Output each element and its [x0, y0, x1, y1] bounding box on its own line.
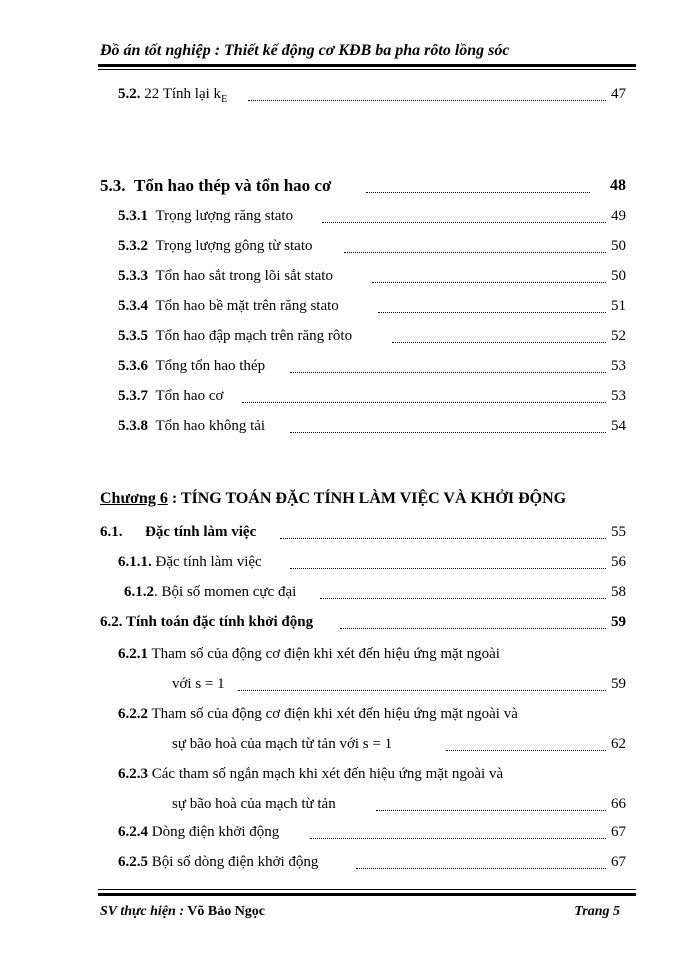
toc-entry-text: 22 Tính lại k	[140, 86, 222, 102]
toc-entry-text: Tổn hao bề mặt trên răng stato	[155, 298, 339, 314]
toc-entry-number: 5.2.	[118, 86, 141, 102]
toc-entry-number: 6.1.2	[124, 584, 154, 600]
toc-leader-dots	[290, 568, 606, 569]
toc-entry-page: 49	[611, 208, 626, 224]
toc-entry-page: 62	[611, 736, 626, 752]
toc-section-number: 6.2.	[100, 614, 123, 630]
toc-section-page: 48	[610, 177, 626, 194]
toc-leader-dots	[290, 432, 606, 433]
toc-entry-text: Đặc tính làm việc	[151, 554, 262, 570]
toc-entry-page: 54	[611, 418, 626, 434]
toc-entry-text: Trọng lượng răng stato	[155, 208, 294, 224]
toc-entry-text: Các tham số ngắn mạch khi xét đến hiệu ứng mặt ngoài và	[148, 766, 504, 782]
toc-entry-page: 67	[611, 824, 626, 840]
toc-entry-page: 50	[611, 268, 626, 284]
toc-entry-page: 58	[611, 584, 626, 600]
toc-entry-number: 5.3.3	[118, 268, 148, 284]
toc-leader-dots	[340, 628, 606, 629]
toc-entry-5-3-1[interactable]	[118, 208, 293, 225]
toc-entry-5-3-4[interactable]	[118, 298, 339, 315]
footer-rule-thick	[98, 893, 636, 896]
toc-entry-page: 59	[611, 676, 626, 692]
chapter-title: : TÍNG TOÁN ĐẶC TÍNH LÀM VIỆC VÀ KHỞI ĐỘNG	[167, 490, 567, 507]
toc-entry-page: 53	[611, 388, 626, 404]
toc-entry-subscript: E	[221, 94, 228, 105]
toc-entry-5-3-3[interactable]	[118, 268, 333, 285]
toc-section-page: 55	[611, 524, 626, 540]
toc-entry-text: Tổng tổn hao thép	[155, 358, 266, 374]
toc-entry-text: Tham số của động cơ điện khi xét đến hiệu ứng mặt ngoài	[148, 646, 500, 662]
toc-leader-dots	[446, 750, 606, 751]
toc-entry-5-2-22[interactable]	[118, 86, 227, 105]
toc-section-6-2[interactable]	[100, 614, 313, 631]
toc-leader-dots	[356, 868, 606, 869]
toc-entry-5-3-6[interactable]	[118, 358, 265, 375]
toc-entry-number: 5.3.8	[118, 418, 148, 434]
toc-entry-text: Tổn hao đập mạch trên răng rôto	[155, 328, 353, 344]
toc-section-number: 5.3.	[100, 176, 126, 195]
toc-entry-text: Tổn hao không tải	[155, 418, 266, 434]
toc-entry-page: 56	[611, 554, 626, 570]
toc-entry-6-2-2[interactable]	[118, 706, 518, 723]
footer-rule-thin	[98, 889, 636, 890]
toc-entry-text: Dòng điện khởi động	[148, 824, 280, 840]
toc-section-title: Tổn hao thép và tổn hao cơ	[134, 176, 332, 195]
toc-entry-page: 66	[611, 796, 626, 812]
footer-page-number: Trang 5	[574, 904, 620, 919]
toc-leader-dots	[366, 192, 590, 193]
toc-leader-dots	[248, 100, 606, 101]
toc-entry-6-1-2[interactable]	[124, 584, 296, 601]
toc-entry-5-3-5[interactable]	[118, 328, 352, 345]
toc-entry-page: 53	[611, 358, 626, 374]
toc-leader-dots	[392, 342, 606, 343]
toc-entry-text: Tham số của động cơ điện khi xét đến hiệu ứng mặt ngoài và	[148, 706, 518, 722]
toc-entry-6-2-3[interactable]	[118, 766, 503, 783]
toc-leader-dots	[238, 690, 606, 691]
page-header-title: Đồ án tốt nghiệp : Thiết kế động cơ KĐB ba pha rôto lồng sóc	[100, 42, 510, 59]
toc-leader-dots	[242, 402, 606, 403]
toc-leader-dots	[372, 282, 606, 283]
toc-entry-number: 6.2.1	[118, 646, 148, 662]
toc-entry-page: 51	[611, 298, 626, 314]
toc-entry-text: Bội số dòng điện khởi động	[148, 854, 319, 870]
toc-leader-dots	[280, 538, 606, 539]
footer-author-name: Võ Bảo Ngọc	[184, 904, 266, 919]
toc-entry-continuation: với s = 1	[172, 676, 225, 692]
toc-section-5-3[interactable]	[100, 176, 331, 196]
toc-entry-5-3-7[interactable]	[118, 388, 223, 405]
toc-entry-number: 5.3.6	[118, 358, 148, 374]
toc-section-title: Đặc tính làm việc	[145, 524, 257, 540]
toc-entry-6-2-1[interactable]	[118, 646, 500, 663]
toc-entry-number: 5.3.4	[118, 298, 148, 314]
toc-entry-number: 5.3.7	[118, 388, 148, 404]
toc-entry-continuation: sự bão hoà của mạch từ tản	[172, 796, 336, 812]
toc-leader-dots	[378, 312, 606, 313]
toc-entry-number: 5.3.1	[118, 208, 148, 224]
toc-entry-number: 6.2.5	[118, 854, 148, 870]
toc-entry-5-3-8[interactable]	[118, 418, 265, 435]
toc-entry-page: 52	[611, 328, 626, 344]
toc-leader-dots	[344, 252, 606, 253]
toc-entry-5-3-2[interactable]	[118, 238, 313, 255]
chapter-6-heading[interactable]	[100, 490, 566, 508]
toc-entry-text: Tổn hao cơ	[155, 388, 224, 404]
footer-author	[100, 904, 265, 920]
toc-entry-6-2-5[interactable]	[118, 854, 318, 871]
header-rule-thin	[98, 69, 636, 70]
toc-section-number: 6.1.	[100, 524, 123, 540]
toc-entry-text: Tổn hao sắt trong lõi sắt stato	[155, 268, 333, 284]
toc-entry-number: 5.3.2	[118, 238, 148, 254]
toc-entry-continuation: sự bão hoà của mạch từ tản với s = 1	[172, 736, 393, 752]
chapter-label: Chương 6	[100, 490, 168, 507]
toc-entry-text: . Bội số momen cực đại	[154, 584, 297, 600]
toc-leader-dots	[320, 598, 606, 599]
toc-entry-page: 47	[611, 86, 626, 102]
toc-entry-page: 50	[611, 238, 626, 254]
toc-leader-dots	[290, 372, 606, 373]
footer-author-label: SV thực hiện :	[100, 904, 184, 919]
header-rule-thick	[98, 64, 636, 67]
toc-entry-number: 6.2.3	[118, 766, 148, 782]
toc-leader-dots	[376, 810, 606, 811]
toc-entry-number: 6.1.1.	[118, 554, 152, 570]
toc-section-6-1[interactable]	[100, 524, 256, 541]
toc-section-title: Tính toán đặc tính khởi động	[122, 614, 314, 630]
toc-entry-page: 67	[611, 854, 626, 870]
toc-leader-dots	[322, 222, 606, 223]
toc-entry-number: 6.2.2	[118, 706, 148, 722]
toc-entry-number: 6.2.4	[118, 824, 148, 840]
toc-section-page: 59	[611, 614, 626, 630]
toc-entry-number: 5.3.5	[118, 328, 148, 344]
toc-leader-dots	[310, 838, 606, 839]
toc-entry-6-1-1[interactable]	[118, 554, 262, 571]
toc-entry-text: Trọng lượng gông từ stato	[155, 238, 313, 254]
toc-entry-6-2-4[interactable]	[118, 824, 279, 841]
